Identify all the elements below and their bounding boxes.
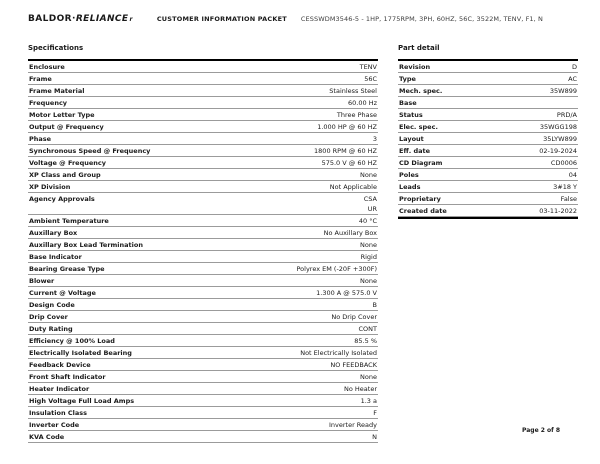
row-value: 1.300 A @ 575.0 V <box>316 289 377 297</box>
table-row <box>28 335 378 347</box>
row-label: Leads <box>399 183 421 191</box>
row-label: Frame Material <box>29 87 85 95</box>
row-values <box>361 396 378 406</box>
row-values <box>360 372 378 382</box>
part-detail-table <box>398 59 578 219</box>
baldor-reliance-logo <box>28 14 133 24</box>
row-values <box>372 432 378 442</box>
row-label: Duty Rating <box>29 325 73 333</box>
row-label: Elec. spec. <box>399 123 438 131</box>
table-row <box>28 275 378 287</box>
row-value: No Drip Cover <box>331 313 377 321</box>
row-label: KVA Code <box>29 433 65 441</box>
row-value: CD0006 <box>550 159 577 167</box>
row-values <box>361 252 378 262</box>
row-values <box>316 288 378 298</box>
logo-separator: · <box>72 14 76 24</box>
row-value: None <box>360 241 377 249</box>
row-value: False <box>560 195 577 203</box>
row-values <box>561 194 578 204</box>
row-label: Eff. date <box>399 147 430 155</box>
row-label: Mech. spec. <box>399 87 443 95</box>
table-row <box>28 371 378 383</box>
part-detail-heading: Part detail <box>398 44 440 52</box>
row-value: None <box>360 277 377 285</box>
table-row <box>398 121 578 133</box>
row-values <box>572 62 578 72</box>
table-row <box>28 227 378 239</box>
table-row <box>28 359 378 371</box>
row-value: 56C <box>364 75 377 83</box>
table-row <box>398 73 578 85</box>
row-values <box>330 360 378 370</box>
table-row <box>28 157 378 169</box>
row-value: 04 <box>568 171 577 179</box>
row-values <box>317 122 378 132</box>
table-row <box>28 395 378 407</box>
row-values <box>359 216 378 226</box>
table-row <box>28 383 378 395</box>
row-values <box>539 206 578 216</box>
row-value: Three Phase <box>336 111 377 119</box>
row-value: Stainless Steel <box>329 87 377 95</box>
row-values <box>569 170 578 180</box>
row-value: Rigid <box>360 253 377 261</box>
table-row <box>28 419 378 431</box>
row-label: Motor Letter Type <box>29 111 95 119</box>
table-row <box>28 97 378 109</box>
row-value: 575.0 V @ 60 HZ <box>321 159 377 167</box>
row-values <box>329 86 378 96</box>
row-label: Output @ Frequency <box>29 123 104 131</box>
row-values <box>322 158 378 168</box>
row-values <box>364 74 378 84</box>
table-row <box>28 133 378 145</box>
table-row <box>28 145 378 157</box>
row-label: Feedback Device <box>29 361 91 369</box>
row-values <box>373 408 378 418</box>
row-value: NO FEEDBACK <box>330 361 377 369</box>
table-row <box>28 85 378 97</box>
row-label: Agency Approvals <box>29 195 95 203</box>
row-label: Status <box>399 111 423 119</box>
row-values <box>557 110 578 120</box>
row-label: Insulation Class <box>29 409 87 417</box>
row-label: Efficiency @ 100% Load <box>29 337 115 345</box>
row-label: Current @ Voltage <box>29 289 96 297</box>
row-values <box>550 86 578 96</box>
row-label: CD Diagram <box>399 159 443 167</box>
table-row <box>28 215 378 227</box>
row-value: CSA <box>363 195 377 203</box>
table-row <box>28 239 378 251</box>
row-values <box>360 240 378 250</box>
table-row <box>398 85 578 97</box>
table-row <box>28 299 378 311</box>
table-row <box>28 431 378 443</box>
row-label: XP Division <box>29 183 71 191</box>
table-row <box>398 97 578 109</box>
row-value: 35W899 <box>549 87 577 95</box>
table-row <box>398 109 578 121</box>
row-label: Electrically Isolated Bearing <box>29 349 132 357</box>
row-values <box>314 146 378 156</box>
row-value: Inverter Ready <box>328 421 377 429</box>
table-row <box>398 181 578 193</box>
row-values <box>551 158 578 168</box>
row-label: Blower <box>29 277 55 285</box>
table-row <box>28 109 378 121</box>
row-values <box>348 98 378 108</box>
table-row <box>28 347 378 359</box>
row-values <box>553 182 578 192</box>
row-value: Not Electrically Isolated <box>300 349 377 357</box>
table-row <box>398 133 578 145</box>
row-values <box>540 122 578 132</box>
row-values <box>539 146 578 156</box>
row-label: Enclosure <box>29 63 65 71</box>
page-header <box>28 14 572 24</box>
table-row <box>28 251 378 263</box>
row-values <box>360 170 378 180</box>
logo-baldor-text: BALDOR <box>28 14 73 24</box>
row-label: Ambient Temperature <box>29 217 109 225</box>
row-label: Auxillary Box <box>29 229 78 237</box>
table-row <box>28 263 378 275</box>
row-values <box>330 182 378 192</box>
row-value: F <box>373 409 377 417</box>
row-label: Drip Cover <box>29 313 68 321</box>
row-label: Heater Indicator <box>29 385 90 393</box>
row-values <box>360 62 378 72</box>
row-value: B <box>372 301 377 309</box>
row-values <box>354 336 378 346</box>
row-value: 40 °C <box>358 217 377 225</box>
row-values <box>577 98 578 108</box>
row-value: Not Applicable <box>329 183 377 191</box>
row-values <box>337 110 378 120</box>
reliance-mark-icon: r <box>129 16 133 23</box>
row-value: 3#18 Y <box>553 183 577 191</box>
table-row <box>28 287 378 299</box>
row-value: 3 <box>372 135 377 143</box>
row-label: Auxillary Box Lead Termination <box>29 241 143 249</box>
row-values <box>543 134 578 144</box>
row-value: No Heater <box>344 385 377 393</box>
row-value: TENV <box>359 63 377 71</box>
table-row <box>28 169 378 181</box>
row-value: AC <box>568 75 577 83</box>
row-label: Synchronous Speed @ Frequency <box>29 147 151 155</box>
row-label: Bearing Grease Type <box>29 265 105 273</box>
row-value: 35LYW899 <box>543 135 577 143</box>
row-values <box>359 324 379 334</box>
row-values <box>568 74 578 84</box>
row-values <box>300 348 378 358</box>
document-title: CUSTOMER INFORMATION PACKET <box>156 15 287 23</box>
row-label: Revision <box>399 63 431 71</box>
table-row <box>28 181 378 193</box>
row-values <box>344 384 378 394</box>
row-label: High Voltage Full Load Amps <box>29 397 135 405</box>
row-label: Front Shaft Indicator <box>29 373 106 381</box>
table-row <box>28 61 378 73</box>
specifications-table <box>28 59 378 443</box>
row-label: Proprietary <box>399 195 441 203</box>
row-value: CONT <box>358 325 377 333</box>
part-number-text: CESSWDM3546-5 - 1HP, 1775RPM, 3PH, 60HZ, 56C, 3522M, TENV, F1, N <box>300 15 543 23</box>
row-label: Layout <box>399 135 424 143</box>
row-values <box>324 228 378 238</box>
row-value: None <box>360 373 377 381</box>
page-number-label: Page 2 of 8 <box>522 427 560 434</box>
row-value: N <box>372 433 377 441</box>
row-values <box>331 312 378 322</box>
logo-reliance-text: RELIANCE <box>75 14 129 24</box>
row-value: 85.5 % <box>354 337 377 345</box>
row-label: Design Code <box>29 301 75 309</box>
row-value: PRD/A <box>556 111 577 119</box>
row-label: Type <box>399 75 416 83</box>
table-row <box>398 157 578 169</box>
row-label: Voltage @ Frequency <box>29 159 106 167</box>
row-label: Frame <box>29 75 52 83</box>
row-label: Frequency <box>29 99 68 107</box>
row-label: XP Class and Group <box>29 171 101 179</box>
table-row <box>28 193 378 215</box>
row-label: Created date <box>399 207 447 215</box>
row-values <box>373 134 378 144</box>
row-label: Poles <box>399 171 419 179</box>
row-label: Inverter Code <box>29 421 80 429</box>
row-value: 1800 RPM @ 60 HZ <box>314 147 377 155</box>
specifications-heading: Specifications <box>28 44 84 52</box>
table-row <box>398 205 578 217</box>
row-value: 1.000 HP @ 60 HZ <box>317 123 377 131</box>
row-values <box>360 276 378 286</box>
table-row <box>398 145 578 157</box>
table-row <box>398 193 578 205</box>
table-row <box>28 407 378 419</box>
row-values <box>329 420 378 430</box>
row-value: No Auxillary Box <box>323 229 377 237</box>
row-values <box>296 264 378 274</box>
row-value: None <box>360 171 377 179</box>
row-value: 35WGG198 <box>539 123 577 131</box>
table-row <box>28 73 378 85</box>
row-value: 60.00 Hz <box>348 99 377 107</box>
table-row <box>398 61 578 73</box>
row-label: Base Indicator <box>29 253 82 261</box>
table-row <box>28 323 378 335</box>
table-row <box>398 169 578 181</box>
row-values <box>373 300 378 310</box>
row-value: Polyrex EM (-20F +300F) <box>296 265 377 273</box>
row-value: 02-19-2024 <box>539 147 577 155</box>
row-label: Phase <box>29 135 52 143</box>
table-row <box>28 311 378 323</box>
row-value: UR <box>367 205 377 213</box>
row-value: D <box>571 63 577 71</box>
row-value: 03-11-2022 <box>539 207 577 215</box>
row-label: Base <box>399 99 417 107</box>
table-row <box>28 121 378 133</box>
row-values <box>364 194 378 214</box>
row-value: 1.3 a <box>360 397 377 405</box>
